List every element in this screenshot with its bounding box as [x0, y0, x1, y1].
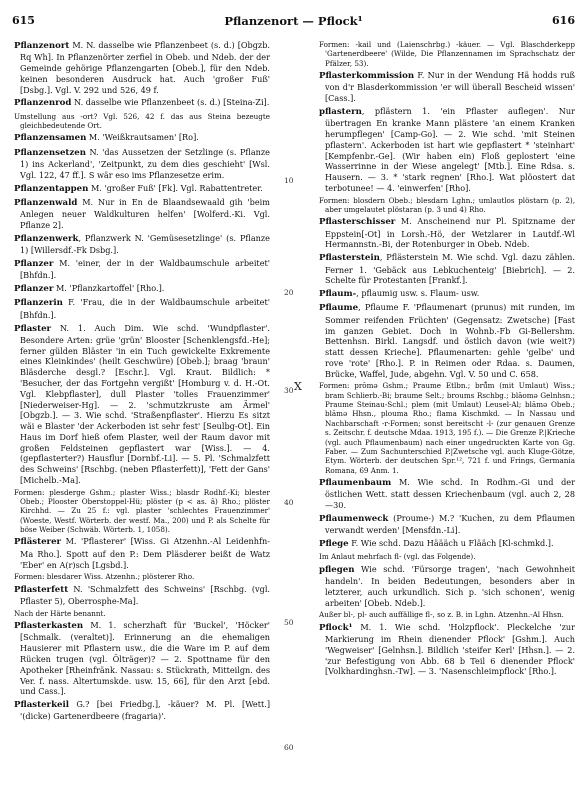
- entry-text: M. 1. Wie schd. 'Holzpflock'. Pleckelche 'zur Markierung im Rhein dienender Pflock' [Gshm.]. Auch 'Wegweiser' [Gelnhsn.]. Bildlich 'steifer Kerl' [Hhsn.]. — 2. 'zur Befestigung von Abb. 68 b Teil 6 dienender Pflock' [Volkhardinghsn.-Tw]. — 3. 'Nasenschleimpflock' [Rho.].: [325, 621, 575, 677]
- entry-text: , Pflästerstein M. Wie schd. Vgl. dazu zählen. Ferner 1. 'Gebäck aus Lebkuchenteig' [Biebrich]. — 2. Schelte für Protestanten [Frankf.].: [325, 252, 575, 286]
- entry-text: M. Wie schd. In Rodhm.-Gi und der östlichen Wett. statt dessen Kriechenbaum (vgl. auch 2, 28—30.: [325, 477, 575, 511]
- entry-note: [319, 610, 575, 619]
- line-number: 60: [284, 743, 294, 752]
- headword: Pflästerer: [14, 537, 62, 548]
- dictionary-entry: [14, 183, 270, 195]
- dictionary-entry: [14, 536, 270, 570]
- entry-text: N. 'das Aussetzen der Setzlinge (s. Pflanze 1) ins Ackerland', 'Zeitpunkt, zu dem dies geschieht' [Wsl. Vgl. 122, 47 ff.]. S wär eso ims Pflanzesetze erim.: [20, 146, 270, 180]
- entry-text: N. 'Schmalzfett des Schweins' [Rschbg. (vgl. Pflaster 5), Oberrosphe-Ma].: [20, 583, 270, 607]
- page-number-right: 616: [552, 14, 575, 27]
- dictionary-entry: [319, 477, 575, 511]
- entry-text: F. Wie schd. Dazu Häääch u Flääch [Kl-schmkd.].: [348, 537, 554, 548]
- line-number: 10: [284, 176, 294, 185]
- line-number: 20: [284, 288, 294, 297]
- entry-text: M. 'Pflasterer' [Wiss. Gi Atzenhn.-Al Leidenhfn-Ma Rho.]. Spott auf den P.: Dem Pläsderer beißt de Watz 'Eber' en A(r)sch [Lgsbd.].: [20, 536, 270, 570]
- dictionary-entry: [319, 538, 575, 550]
- headword: Pflanzentappen: [14, 183, 89, 194]
- dictionary-entry: [14, 197, 270, 231]
- headword: Pflasterschisser: [319, 217, 396, 228]
- entry-text: Wie schd. 'Fürsorge tragen', 'nach Gewohnheit handeln'. In beiden Bedeutungen, besonders aber in letzterer, auch urkundlich. Sich p. 'sich schonen', wenig arbeiten' [Obeb. Ndeb.].: [325, 563, 575, 608]
- entry-note: [14, 609, 270, 618]
- headword: Pflasterfett: [14, 584, 69, 595]
- entry-text: G.? [bei Friedbg.], -käuer? M. Pl. [Wett.] '(dicke) Gartenerdbeere (fragaria)'.: [20, 699, 270, 722]
- entry-text: M. 1. scherzhaft für 'Buckel', 'Höcker' [Schmalk. (veraltet)]. Erinnerung an die ehemaligen Hausierer mit Pflastern usw., die die Ware im P. auf dem Rücken trugen (vgl. Ölträger)? — 2. Spottname für den Apotheker [Rheinfränk. Nassau: s. Stückrath, Mitteilgn. des Ver. f. nass. Altertumskde. usw. 15, 66], für den Arzt [ebd. und Cass.].: [20, 620, 270, 697]
- entry-text: , Pflaume F. 'Pflaumenart (prunus) mit runden, im Sommer reifenden Früchten' (Gegensatz: Zwetsche) [Fast im ganzen Gebiet. Doch in Wohnb.-Fb Gi-Bellershm. Bettenhsn. Birkl. Langsdf. und östlich davon (wie weit?) statt dessen Krieche]. Pflaumenarten: gehle 'gelbe' und rove 'rote' [Rho.]. P. in Reimen oder Rdaa. s. Daumen, Brücke, Waffel, Jude, abgehn. Vgl. V. 50 und C. 658.: [325, 302, 575, 379]
- dictionary-entry: [319, 106, 575, 194]
- headword: Pflanzenwald: [14, 198, 78, 209]
- running-title: Pflanzenort — Pflock¹: [224, 14, 363, 28]
- entry-note: [14, 488, 270, 535]
- entry-text: Formen: blesdarer Wiss. Atzenhn.; plösterer Rho.: [14, 572, 195, 582]
- headword: Pflasterkasten: [14, 621, 84, 632]
- headword: Pflanzer: [14, 259, 54, 270]
- dictionary-entry: [319, 252, 575, 286]
- entry-text: Formen: prōmə Gshm.; Praume Etlbn.; brū̊m (mit Umlaut) Wiss.; bram Schlierb.-Bi; braume Selt.; broums Rschbg.; blāomə Gelnhsn.; Praume Steinau-Schl.; plem (mit Umlaut) Leusel-Al; blāmə Obeb.; blāmə Hhsn., plouma Rho.; flama Kischmkd. — In Nassau und Nachbarschaft -r-Formen; sonst bereitscht -l- (zur genauen Grenze s. Zeitschr. f. deutsche Mdaa. 1913, 195 f.). — Die Grenze P.|Krieche (vgl. auch Pflaumenbaum) nach einer ungedruckten Karte von Gg. Faber. — Zum Sachunterschied P.|Zwetsche vgl. auch Kluge-Götze, Etym. Wörterb. der deutschen Spr.¹², 721 f. und Frings, Germania Romana, 69 Anm. 1.: [319, 381, 575, 475]
- dictionary-entry: [319, 513, 575, 536]
- dictionary-entry: [14, 258, 270, 281]
- entry-text: M. 'einer, der in der Waldbaumschule arbeitet' [Bhfdn.].: [20, 258, 270, 281]
- line-number-gutter: [284, 40, 304, 780]
- dictionary-entry: [14, 699, 270, 722]
- entry-text: Umstellung aus -ort? Vgl. 526, 42 f. das aus Steina bezeugte gleichbedeutende Ort.: [14, 111, 270, 131]
- headword: Pflanzensetzen: [14, 147, 86, 158]
- line-number: 50: [284, 618, 294, 627]
- entry-text: M. Nur in En de Blaandsewaald gih 'beim Anlegen neuer Waldkulturen helfen' [Wolferd.-Ki. Vgl. Pflanze 2].: [20, 197, 270, 231]
- page-header: [12, 14, 575, 30]
- entry-text: Nach der Härte benannt.: [14, 608, 106, 618]
- headword: Pflanzenrod: [14, 98, 72, 109]
- entry-text: , pflästern 1. 'ein Pflaster auflegen'. Nur übertragen En kranke Mann plästere 'an einem Kranken herumpflegen' [Camp-Go]. — 2. Wie schd. 'mit Steinen pflastern'. Ackerboden ist hart wie gepflastert * 'steinhart' [Kempfenbr.-Ge]. (Wir haben ein) Floß geplostert 'eine Wasserrinne in der Wiese angelegt' [Mtb.]. Eine Rdsa. s. Hausern. — 3. * 'stark regnen' [Rho.]. Wat plöostert dat terbotunee! — 4. 'einwerfen' [Rho].: [325, 105, 575, 193]
- headword: Pflaume: [319, 303, 359, 314]
- headword: Pflaumenweck: [319, 513, 389, 524]
- headword: Pflanzer: [14, 284, 54, 295]
- right-column: [319, 40, 575, 679]
- headword: Pflanzenwerk: [14, 233, 79, 244]
- headword: Pflaumenbaum: [319, 478, 392, 488]
- entry-text: Im Anlaut mehrfach fl- (vgl. das Folgende).: [319, 552, 476, 562]
- dictionary-entry: [14, 132, 270, 144]
- dictionary-entry: [319, 216, 575, 250]
- headword: Pflasterkeil: [14, 700, 70, 711]
- entry-text: , pflaumig usw. s. Flaum- usw.: [356, 288, 480, 299]
- entry-note: [14, 572, 270, 581]
- headword: Pflanzensamen: [14, 133, 87, 144]
- entry-note: [319, 552, 575, 561]
- entry-note: [319, 196, 575, 215]
- line-number: 30: [284, 386, 294, 395]
- line-number: 40: [284, 498, 294, 507]
- dictionary-entry: [319, 622, 575, 677]
- entry-note: [14, 112, 270, 131]
- entry-text: Außer bl-, pl- auch auffällige fl-, so z. B. in Lghn. Atzenhn.-Al Hhsn.: [319, 610, 564, 620]
- headword: Pflege: [319, 538, 349, 549]
- margin-mark: X: [294, 380, 302, 393]
- entry-text: M. 'großer Fuß' [Fk]. Vgl. Rabattentreter.: [88, 182, 263, 193]
- headword: pflegen: [319, 564, 355, 575]
- page-number-left: 615: [12, 14, 35, 27]
- entry-text: Formen: -kail und (Laienschrbg.) -käuer. — Vgl. Blaschderkepp 'Gartenerdbeere' (Wilde, Die Pflanzennamen im Sprachschatz der Pfälzer, 53).: [319, 40, 575, 68]
- entry-text: M. 'Weißkrautsamen' [Ro].: [86, 132, 199, 143]
- dictionary-entry: [14, 97, 270, 109]
- entry-text: N. 1. Auch Dim. Wie schd. 'Wundpflaster'. Besondere Arten: grüe 'grün' Blooster [Schenklengsfd.-He]; ferner gülden Bläster 'in ein Tuch gewickelte Exkremente eines Kleinkindes' (heilt Geschwüre) [Obeb.]; braag 'braun' Bläsderche desgl.? [Eschr.]. Vgl. Kraut. Bildlich: * 'Besucher, der das Fortgehn vergißt' [Homburg v. d. H.-Ot. Vgl. Klebpflaster], dull Plaster 'tolles Frauenzimmer' [Niederweiser-Hg]. — 2. 'schmutzkruste am Ärmel' [Obgzb.]. — 3. Wie schd. 'Straßenpflaster'. Hierzu Es sitzt wäi e Blaster 'der Ackerboden ist sehr fest' [Seulbg-Ot]. Ein Haus im Dorf hieß ofem Plaster, weil der Raum davor mit großen Feldsteinen gepflastert war [Wiss.]. — 4. (gepflasterter?) Hausflur [Dornbf.-Li]. — 5. Pl. 'Schmalzfett des Schweins' [Rschbg. (neben Pflasterfett)], 'Fett der Gans' [Michelb.-Ma].: [20, 322, 270, 485]
- dictionary-entry: [319, 302, 575, 379]
- entry-text: (Proume-) M.? 'Kuchen, zu dem Pflaumen verwandt werden' [Mensfdn.-Li].: [325, 512, 575, 536]
- headword: Pflasterstein: [319, 253, 380, 264]
- left-column: [14, 40, 270, 724]
- dictionary-entry: [14, 323, 270, 486]
- entry-text: , Pflanzwerk N. 'Gemüsesetzlinge' (s. Pflanze 1) [Willersdf.-Fk Dsbg.].: [20, 232, 270, 256]
- entry-text: Formen: plesderge Gshm.; plaster Wiss.; blasdr Rodhf.-Ki; blester Obeb.; Plooster Oberstoppel-Hü; plöster (p < as. â) Rho.; plöster Kirchhd. — Zu 25 f.: vgl. plaster 'schlechtes Frauenzimmer' (Woeste, Westf. Wörterb. der westf. Ma., 200) und P. als Schelte für böse Weiber (Schwäb. Wörterb. 1, 1058).: [14, 487, 270, 535]
- entry-text: Formen: blosdern Obeb.; blesdarn Lghn.; umlautlos plöstarn (p. 2), aber umgelautet plöstaran (p. 3 und 4) Rho.: [319, 195, 575, 215]
- entry-note: [319, 381, 575, 475]
- entry-text: F. Nur in der Wendung Hä hodds ruß von d'r Blasderkommission 'er will überall Bescheid wissen' [Cass.].: [325, 70, 575, 104]
- entry-text: M. N. dasselbe wie Pflanzenbeet (s. d.) [Obgzb. Rq Wh]. In Pflanzenörter zerfiel in Obeb. und Ndeb. der der Gemeinde gehörige Pflanzengarten [Obeb.], für den Ndeb. keinen besonderen Ausdruck hat. Auch 'großer Fuß' [Dsbg.]. Vgl. V. 292 und 526, 49 f.: [20, 40, 270, 95]
- dictionary-entry: [14, 620, 270, 697]
- dictionary-entry: [14, 147, 270, 181]
- dictionary-entry: [14, 283, 270, 295]
- dictionary-entry: [319, 564, 575, 609]
- entry-note: [319, 40, 575, 68]
- entry-text: M. Anscheinend nur Pl. Spitzname der Eppstein[-Ot] in Lorsh.-Hö, der Wetzlarer in Lautdf.-Wl Hermannstn.-Bi, der Rotenburger in Obeb. Ndeb.: [325, 216, 575, 250]
- dictionary-entry: [319, 288, 575, 300]
- dictionary-entry: [14, 584, 270, 607]
- entry-text: F. 'Frau, die in der Waldbaumschule arbeitet' [Bhfdn.].: [20, 297, 270, 320]
- headword: Pflaum-: [319, 289, 357, 300]
- dictionary-entry: [14, 297, 270, 320]
- entry-text: M. 'Pflanzkartoffel' [Rho.].: [53, 283, 165, 294]
- entry-text: N. dasselbe wie Pflanzenbeet (s. d.) [Steina-Zi].: [71, 97, 270, 108]
- headword: Pflaster: [14, 323, 52, 334]
- dictionary-entry: [319, 70, 575, 104]
- headword: pflastern: [319, 106, 362, 117]
- dictionary-entry: [14, 40, 270, 95]
- headword: Pflanzerin: [14, 298, 63, 309]
- headword: Pflasterkommission: [319, 71, 415, 82]
- headword: Pflanzenort: [14, 41, 70, 51]
- dictionary-entry: [14, 233, 270, 256]
- headword: Pflock¹: [319, 622, 353, 633]
